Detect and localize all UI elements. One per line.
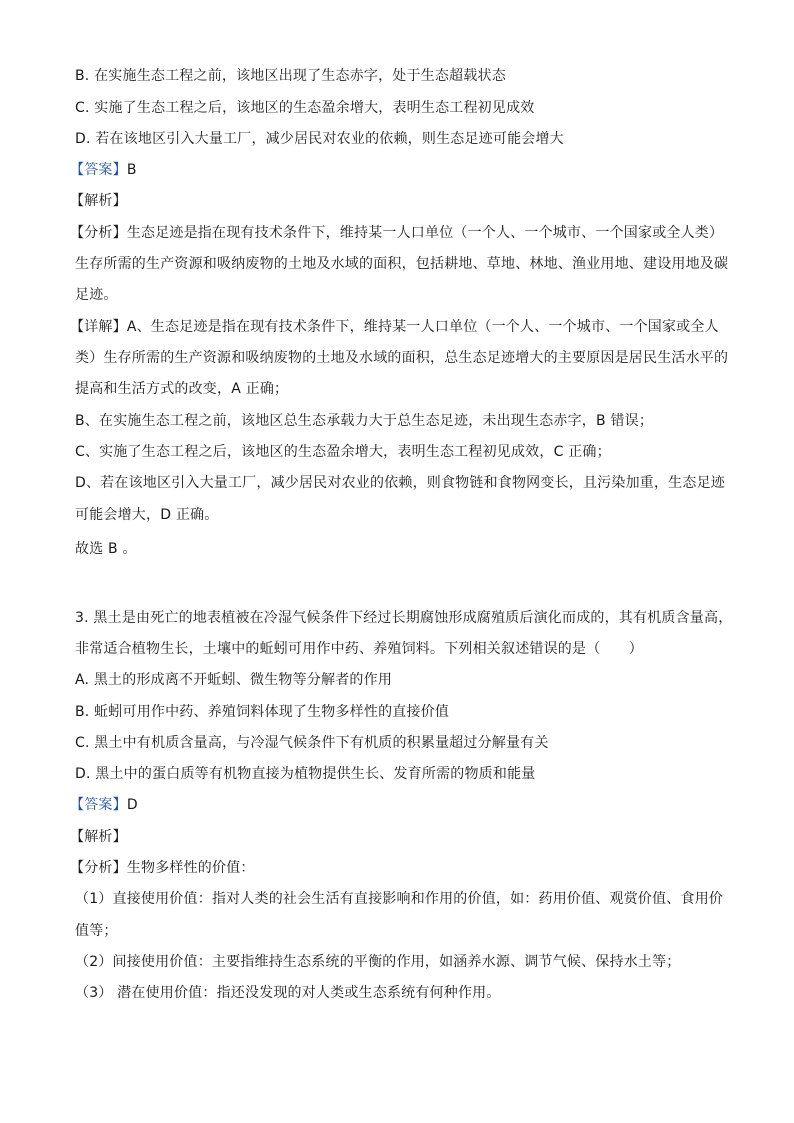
q2-answer-line: [70, 160, 720, 180]
q2-fenxi-line-3: 足迹。: [75, 287, 118, 303]
q3-fenxi-intro: 生物多样性的价值：: [126, 860, 255, 876]
q3-value-line-1: （1）直接使用价值：指对人类的社会生活有直接影响和作用的价值，如：药用价值、观赏价值、食用价: [75, 891, 724, 907]
q3-value-line-4: （3） 潜在使用价值：指还没发现的对人类或生态系统有何种作用。: [75, 985, 501, 1001]
q3-value-line-2: 值等；: [75, 923, 118, 939]
q2-xiangjie-line-7: 可能会增大，D 正确。: [75, 507, 219, 523]
q2-conclusion: 故选 B 。: [75, 541, 137, 557]
q2-xiangjie-line-2: 类）生存所需的生产资源和吸纳废物的土地及水域的面积，总生态足迹增大的主要原因是居民生活水平的: [75, 350, 729, 366]
q3-stem-line-2: 非常适合植物生长，土壤中的蚯蚓可用作中药、养殖饲料。下列相关叙述错误的是（ ）: [75, 641, 643, 657]
q3-option-a: A. 黑土的形成离不开蚯蚓、微生物等分解者的作用: [75, 672, 393, 688]
q2-fenxi-text-1: 生态足迹是指在现有技术条件下，维持某一人口单位（一个人、一个城市、一个国家或全人类）: [126, 225, 724, 241]
q3-option-d: D. 黑土中的蛋白质等有机物直接为植物提供生长、发育所需的物质和能量: [75, 766, 536, 782]
q2-option-d: D. 若在该地区引入大量工厂，减少居民对农业的依赖，则生态足迹可能会增大: [75, 131, 564, 147]
q2-xiangjie-line-1: [70, 317, 720, 337]
q3-stem-line-1: 3. 黑土是由死亡的地表植被在冷湿气候条件下经过长期腐蚀形成腐殖质后演化而成的，其有机质含量高，: [75, 610, 733, 626]
q3-fenxi-line: [70, 858, 720, 878]
q2-xiangjie-line-3: 提高和生活方式的改变，A 正确；: [75, 381, 289, 397]
q2-xiangjie-line-6: D、若在该地区引入大量工厂，减少居民对农业的依赖，则食物链和食物网变长，且污染加重，生态足迹: [75, 475, 725, 491]
q2-xiangjie-line-5: C、实施了生态工程之后，该地区的生态盈余增大，表明生态工程初见成效，C 正确；: [75, 444, 611, 460]
q2-answer-tag: 【答案】: [70, 162, 127, 178]
q3-option-b: B. 蚯蚓可用作中药、养殖饲料体现了生物多样性的直接价值: [75, 704, 450, 720]
q3-option-c: C. 黑土中有机质含量高，与冷湿气候条件下有机质的积累量超过分解量有关: [75, 735, 549, 751]
q2-fenxi-line-2: 生存所需的生产资源和吸纳废物的土地及水域的面积，包括耕地、草地、林地、渔业用地、建设用地及碳: [75, 256, 729, 272]
q3-value-line-3: （2）间接使用价值：主要指维持生态系统的平衡的作用，如涵养水源、调节气候、保持水土等；: [75, 954, 681, 970]
q2-option-c: C. 实施了生态工程之后，该地区的生态盈余增大，表明生态工程初见成效: [75, 100, 535, 116]
q3-answer-value: D: [126, 797, 138, 813]
q3-analysis-tag: 【解析】: [70, 829, 127, 845]
q2-xiangjie-tag: 【详解】: [70, 319, 127, 335]
q2-fenxi-line-1: [70, 223, 724, 243]
q2-xiangjie-text-1: A、生态足迹是指在现有技术条件下，维持某一人口单位（一个人、一个城市、一个国家或全人: [126, 319, 719, 335]
q2-option-b: B. 在实施生态工程之前，该地区出现了生态赤字，处于生态超载状态: [75, 68, 506, 84]
q2-answer-value: B: [126, 162, 137, 178]
q2-fenxi-tag: 【分析】: [70, 225, 127, 241]
q2-xiangjie-line-4: B、在实施生态工程之前，该地区总生态承载力大于总生态足迹，未出现生态赤字，B 错误；: [75, 413, 654, 429]
q2-analysis-tag: 【解析】: [70, 193, 127, 209]
q3-answer-tag: 【答案】: [70, 797, 127, 813]
q3-answer-line: [70, 795, 720, 815]
q3-fenxi-tag: 【分析】: [70, 860, 127, 876]
